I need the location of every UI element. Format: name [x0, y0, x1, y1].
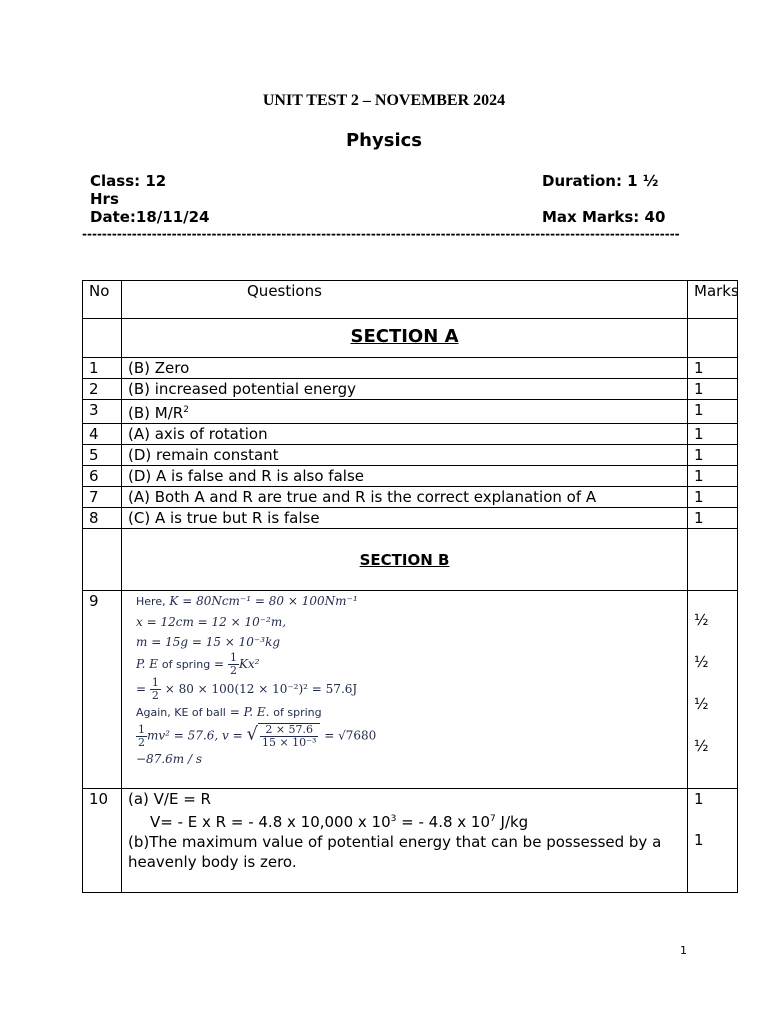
question-number: 6 — [83, 466, 122, 487]
marks-value: ½ — [694, 611, 709, 629]
header-questions: Questions — [122, 281, 688, 319]
table-row — [83, 508, 738, 529]
marks-value: 1 — [688, 508, 738, 529]
marks-value: 1 — [688, 445, 738, 466]
q9-solution — [122, 591, 688, 789]
table-row — [83, 487, 738, 508]
question-number: 10 — [83, 789, 122, 893]
subject-title: Physics — [345, 130, 422, 151]
table-row — [83, 379, 738, 400]
answer-text: (B) $M/R^2$ — [122, 400, 688, 424]
answer-text: (B) Zero — [122, 358, 688, 379]
q10-answer — [122, 789, 688, 893]
divider-line: ------------------------------------------------------------------------------------------------------------------------ — [82, 227, 680, 241]
table-row-q9 — [83, 591, 738, 789]
section-a-heading: SECTION A — [122, 319, 688, 358]
section-b-row — [83, 529, 738, 591]
marks-value: 1 — [688, 400, 738, 424]
q9-line-2: x = 12cm = 12 × 10⁻²m, — [136, 615, 287, 629]
q9-marks — [688, 591, 738, 789]
q10-line-2: V= - E x R = - 4.8 x 10,000 x $10^3$ = - 4.8 x $10^7$ J/kg — [150, 813, 529, 831]
q9-line-4: P. E of spring = $\frac{1}{2}$ Kx² — [136, 651, 260, 677]
answer-text: (D) A is false and R is also false — [122, 466, 688, 487]
marks-value: 1 — [694, 790, 704, 808]
question-number: 7 — [83, 487, 122, 508]
section-b-heading: SECTION B — [122, 529, 688, 591]
answer-text: (C) A is true but R is false — [122, 508, 688, 529]
header-no: No — [83, 281, 122, 319]
question-number: 8 — [83, 508, 122, 529]
q10-line-1: (a) V/E = R — [128, 790, 211, 808]
header-marks: Marks — [688, 281, 738, 319]
table-row — [83, 466, 738, 487]
table-header-row — [83, 281, 738, 319]
answer-text: (D) remain constant — [122, 445, 688, 466]
duration-label: Duration: 1 ½ — [542, 172, 659, 190]
q10-line-3: (b)The maximum value of potential energy that can be possessed by a heavenly body is zero. — [128, 833, 662, 871]
marks-value: 1 — [694, 831, 704, 849]
page-number: 1 — [680, 944, 687, 957]
q9-line-3: m = 15g = 15 × 10⁻³kg — [136, 635, 281, 649]
question-number: 9 — [83, 591, 122, 789]
question-number: 2 — [83, 379, 122, 400]
table-row — [83, 400, 738, 424]
table-row — [83, 445, 738, 466]
answer-text: (B) increased potential energy — [122, 379, 688, 400]
q9-line-1: Here, K = 80Ncm⁻¹ = 80 × 100Nm⁻¹ — [136, 594, 358, 608]
question-number: 1 — [83, 358, 122, 379]
marks-value: 1 — [688, 466, 738, 487]
answer-key-table — [82, 280, 738, 893]
answer-text: (A) Both A and R are true and R is the correct explanation of A — [122, 487, 688, 508]
table-row — [83, 424, 738, 445]
marks-value: 1 — [688, 487, 738, 508]
hrs-label: Hrs — [90, 190, 119, 208]
marks-value: ½ — [694, 737, 709, 755]
marks-value: 1 — [688, 358, 738, 379]
q10-marks — [688, 789, 738, 893]
question-number: 5 — [83, 445, 122, 466]
max-marks-label: Max Marks: 40 — [542, 208, 666, 226]
exam-title: UNIT TEST 2 – NOVEMBER 2024 — [262, 92, 506, 109]
answer-text: (A) axis of rotation — [122, 424, 688, 445]
table-row-q10 — [83, 789, 738, 893]
question-number: 3 — [83, 400, 122, 424]
class-label: Class: 12 — [90, 172, 167, 190]
q9-line-7: $\frac{1}{2}$ mv² = 57.6, v = √ $\frac{2 \times 57.6}{\text{15 × 10⁻³}}$ = √7680 — [138, 722, 377, 749]
question-number: 4 — [83, 424, 122, 445]
table-row — [83, 358, 738, 379]
date-label: Date:18/11/24 — [90, 208, 210, 226]
marks-value: ½ — [694, 653, 709, 671]
marks-value: 1 — [688, 424, 738, 445]
section-a-row — [83, 319, 738, 358]
q9-line-8: −87.6m / s — [136, 752, 202, 766]
q9-line-5: = $\frac{1}{2}$ × 80 × 100(12 × 10⁻²)² = 57.6J — [136, 676, 358, 702]
q9-line-6: Again, KE of ball = P. E. of spring — [136, 705, 322, 719]
marks-value: 1 — [688, 379, 738, 400]
marks-value: ½ — [694, 695, 709, 713]
